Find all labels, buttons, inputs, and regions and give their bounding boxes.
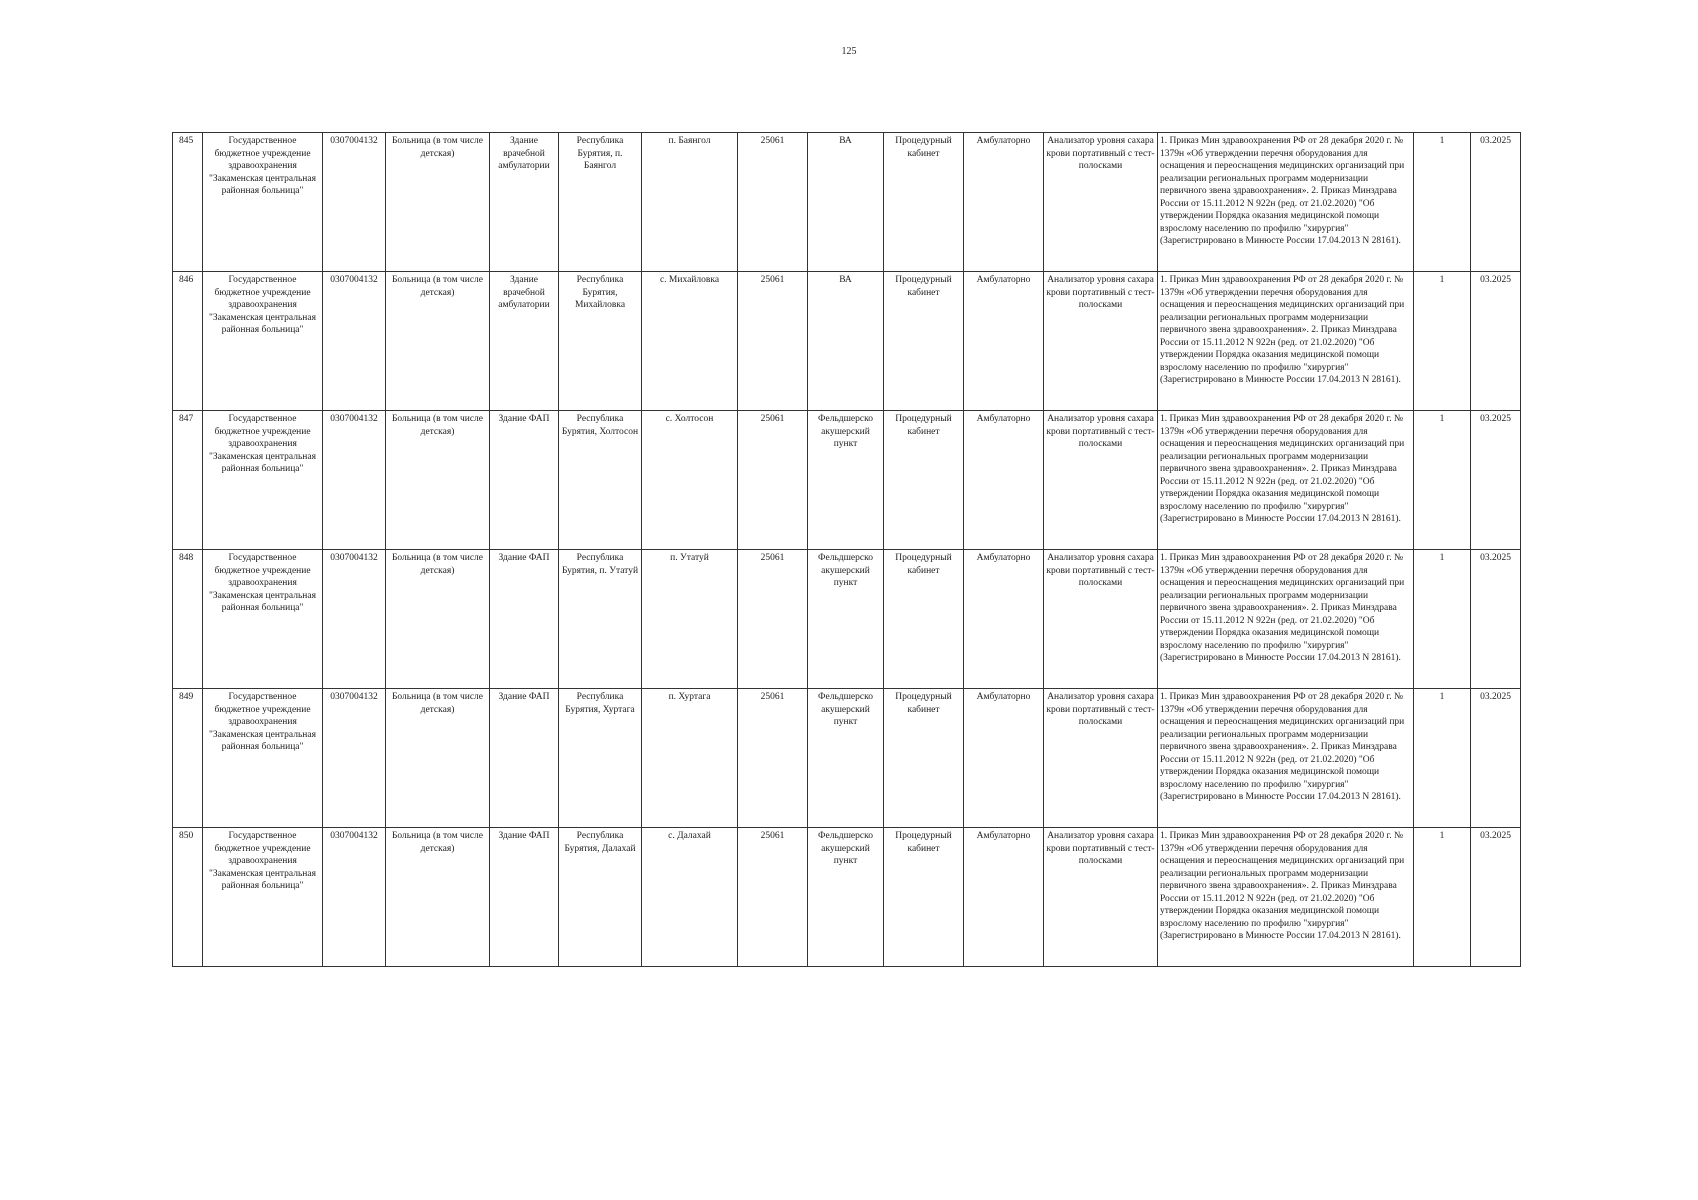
table-row (173, 689, 1521, 828)
cell-code: 25061 (738, 828, 808, 967)
cell-settlement: с. Далахай (642, 828, 738, 967)
cell-equipment: Анализатор уровня сахара крови портативный с тест-полосками (1044, 133, 1158, 272)
cell-room: Процедурный кабинет (884, 411, 964, 550)
cell-legal-basis: 1. Приказ Мин здравоохранения РФ от 28 декабря 2020 г. № 1379н «Об утверждении перечня оборудования для оснащения и переоснащения медицинских организаций при реализации региональных программ модернизации первичного звена здравоохранения». 2. Приказ Минздрава России от 15.11.2012 N 922н (ред. от 21.02.2020) "Об утверждении Порядка оказания медицинской помощи взрослому населению по профилю "хирургия" (Зарегистрировано в Минюсте России 17.04.2013 N 28161). (1158, 133, 1414, 272)
cell-care-type: Амбулаторно (964, 272, 1044, 411)
cell-room: Процедурный кабинет (884, 550, 964, 689)
cell-date: 03.2025 (1471, 411, 1521, 550)
cell-address: Республика Бурятия, п. Утатуй (559, 550, 642, 689)
cell-building: Здание врачебной амбулатории (490, 133, 559, 272)
cell-legal-basis: 1. Приказ Мин здравоохранения РФ от 28 декабря 2020 г. № 1379н «Об утверждении перечня оборудования для оснащения и переоснащения медицинских организаций при реализации региональных программ модернизации первичного звена здравоохранения». 2. Приказ Минздрава России от 15.11.2012 N 922н (ред. от 21.02.2020) "Об утверждении Порядка оказания медицинской помощи взрослому населению по профилю "хирургия" (Зарегистрировано в Минюсте России 17.04.2013 N 28161). (1158, 689, 1414, 828)
cell-facility-type: Больница (в том числе детская) (386, 689, 490, 828)
cell-care-type: Амбулаторно (964, 689, 1044, 828)
cell-code: 25061 (738, 550, 808, 689)
cell-facility-type: Больница (в том числе детская) (386, 828, 490, 967)
cell-legal-basis: 1. Приказ Мин здравоохранения РФ от 28 декабря 2020 г. № 1379н «Об утверждении перечня оборудования для оснащения и переоснащения медицинских организаций при реализации региональных программ модернизации первичного звена здравоохранения». 2. Приказ Минздрава России от 15.11.2012 N 922н (ред. от 21.02.2020) "Об утверждении Порядка оказания медицинской помощи взрослому населению по профилю "хирургия" (Зарегистрировано в Минюсте России 17.04.2013 N 28161). (1158, 550, 1414, 689)
cell-legal-basis: 1. Приказ Мин здравоохранения РФ от 28 декабря 2020 г. № 1379н «Об утверждении перечня оборудования для оснащения и переоснащения медицинских организаций при реализации региональных программ модернизации первичного звена здравоохранения». 2. Приказ Минздрава России от 15.11.2012 N 922н (ред. от 21.02.2020) "Об утверждении Порядка оказания медицинской помощи взрослому населению по профилю "хирургия" (Зарегистрировано в Минюсте России 17.04.2013 N 28161). (1158, 828, 1414, 967)
cell-date: 03.2025 (1471, 133, 1521, 272)
cell-equipment: Анализатор уровня сахара крови портативный с тест-полосками (1044, 689, 1158, 828)
cell-date: 03.2025 (1471, 828, 1521, 967)
cell-address: Республика Бурятия, Холтосон (559, 411, 642, 550)
cell-address: Республика Бурятия, Михайловка (559, 272, 642, 411)
cell-legal-basis: 1. Приказ Мин здравоохранения РФ от 28 декабря 2020 г. № 1379н «Об утверждении перечня оборудования для оснащения и переоснащения медицинских организаций при реализации региональных программ модернизации первичного звена здравоохранения». 2. Приказ Минздрава России от 15.11.2012 N 922н (ред. от 21.02.2020) "Об утверждении Порядка оказания медицинской помощи взрослому населению по профилю "хирургия" (Зарегистрировано в Минюсте России 17.04.2013 N 28161). (1158, 272, 1414, 411)
cell-inn: 0307004132 (323, 689, 386, 828)
cell-quantity: 1 (1414, 550, 1471, 689)
cell-code: 25061 (738, 689, 808, 828)
table-row (173, 133, 1521, 272)
cell-building: Здание ФАП (490, 689, 559, 828)
cell-row-number: 847 (173, 411, 203, 550)
cell-room: Процедурный кабинет (884, 133, 964, 272)
cell-inn: 0307004132 (323, 272, 386, 411)
cell-row-number: 848 (173, 550, 203, 689)
cell-settlement: с. Холтосон (642, 411, 738, 550)
cell-organization-name: Государственное бюджетное учреждение здравоохранения "Закаменская центральная районная больница" (203, 689, 323, 828)
cell-address: Республика Бурятия, Хуртага (559, 689, 642, 828)
cell-building: Здание врачебной амбулатории (490, 272, 559, 411)
cell-quantity: 1 (1414, 689, 1471, 828)
page-number: 125 (841, 46, 857, 57)
cell-row-number: 850 (173, 828, 203, 967)
cell-room: Процедурный кабинет (884, 272, 964, 411)
cell-unit: Фельдшерско акушерский пункт (808, 550, 884, 689)
cell-building: Здание ФАП (490, 411, 559, 550)
table-row (173, 550, 1521, 689)
cell-facility-type: Больница (в том числе детская) (386, 411, 490, 550)
cell-organization-name: Государственное бюджетное учреждение здравоохранения "Закаменская центральная районная больница" (203, 411, 323, 550)
cell-quantity: 1 (1414, 828, 1471, 967)
cell-equipment: Анализатор уровня сахара крови портативный с тест-полосками (1044, 411, 1158, 550)
cell-equipment: Анализатор уровня сахара крови портативный с тест-полосками (1044, 272, 1158, 411)
cell-settlement: п. Хуртага (642, 689, 738, 828)
cell-row-number: 849 (173, 689, 203, 828)
cell-code: 25061 (738, 411, 808, 550)
cell-unit: Фельдшерско акушерский пункт (808, 828, 884, 967)
cell-row-number: 845 (173, 133, 203, 272)
cell-row-number: 846 (173, 272, 203, 411)
cell-care-type: Амбулаторно (964, 550, 1044, 689)
table-row (173, 272, 1521, 411)
cell-date: 03.2025 (1471, 272, 1521, 411)
cell-inn: 0307004132 (323, 550, 386, 689)
cell-organization-name: Государственное бюджетное учреждение здравоохранения "Закаменская центральная районная больница" (203, 828, 323, 967)
cell-unit: ВА (808, 133, 884, 272)
cell-equipment: Анализатор уровня сахара крови портативный с тест-полосками (1044, 550, 1158, 689)
cell-quantity: 1 (1414, 133, 1471, 272)
cell-legal-basis: 1. Приказ Мин здравоохранения РФ от 28 декабря 2020 г. № 1379н «Об утверждении перечня оборудования для оснащения и переоснащения медицинских организаций при реализации региональных программ модернизации первичного звена здравоохранения». 2. Приказ Минздрава России от 15.11.2012 N 922н (ред. от 21.02.2020) "Об утверждении Порядка оказания медицинской помощи взрослому населению по профилю "хирургия" (Зарегистрировано в Минюсте России 17.04.2013 N 28161). (1158, 411, 1414, 550)
cell-facility-type: Больница (в том числе детская) (386, 133, 490, 272)
cell-organization-name: Государственное бюджетное учреждение здравоохранения "Закаменская центральная районная больница" (203, 272, 323, 411)
cell-quantity: 1 (1414, 272, 1471, 411)
cell-room: Процедурный кабинет (884, 828, 964, 967)
cell-address: Республика Бурятия, Далахай (559, 828, 642, 967)
cell-care-type: Амбулаторно (964, 411, 1044, 550)
cell-inn: 0307004132 (323, 828, 386, 967)
cell-unit: Фельдшерско акушерский пункт (808, 411, 884, 550)
cell-room: Процедурный кабинет (884, 689, 964, 828)
registry-body (173, 133, 1521, 967)
cell-building: Здание ФАП (490, 550, 559, 689)
cell-inn: 0307004132 (323, 133, 386, 272)
cell-settlement: с. Михайловка (642, 272, 738, 411)
cell-care-type: Амбулаторно (964, 133, 1044, 272)
cell-organization-name: Государственное бюджетное учреждение здравоохранения "Закаменская центральная районная больница" (203, 550, 323, 689)
cell-settlement: п. Баянгол (642, 133, 738, 272)
cell-building: Здание ФАП (490, 828, 559, 967)
cell-date: 03.2025 (1471, 550, 1521, 689)
cell-facility-type: Больница (в том числе детская) (386, 272, 490, 411)
cell-unit: ВА (808, 272, 884, 411)
cell-code: 25061 (738, 272, 808, 411)
cell-quantity: 1 (1414, 411, 1471, 550)
cell-inn: 0307004132 (323, 411, 386, 550)
cell-equipment: Анализатор уровня сахара крови портативный с тест-полосками (1044, 828, 1158, 967)
equipment-registry-table (172, 132, 1521, 967)
cell-date: 03.2025 (1471, 689, 1521, 828)
cell-code: 25061 (738, 133, 808, 272)
cell-facility-type: Больница (в том числе детская) (386, 550, 490, 689)
cell-address: Республика Бурятия, п. Баянгол (559, 133, 642, 272)
table-row (173, 411, 1521, 550)
table-row (173, 828, 1521, 967)
cell-unit: Фельдшерско акушерский пункт (808, 689, 884, 828)
cell-care-type: Амбулаторно (964, 828, 1044, 967)
cell-settlement: п. Утатуй (642, 550, 738, 689)
cell-organization-name: Государственное бюджетное учреждение здравоохранения "Закаменская центральная районная больница" (203, 133, 323, 272)
